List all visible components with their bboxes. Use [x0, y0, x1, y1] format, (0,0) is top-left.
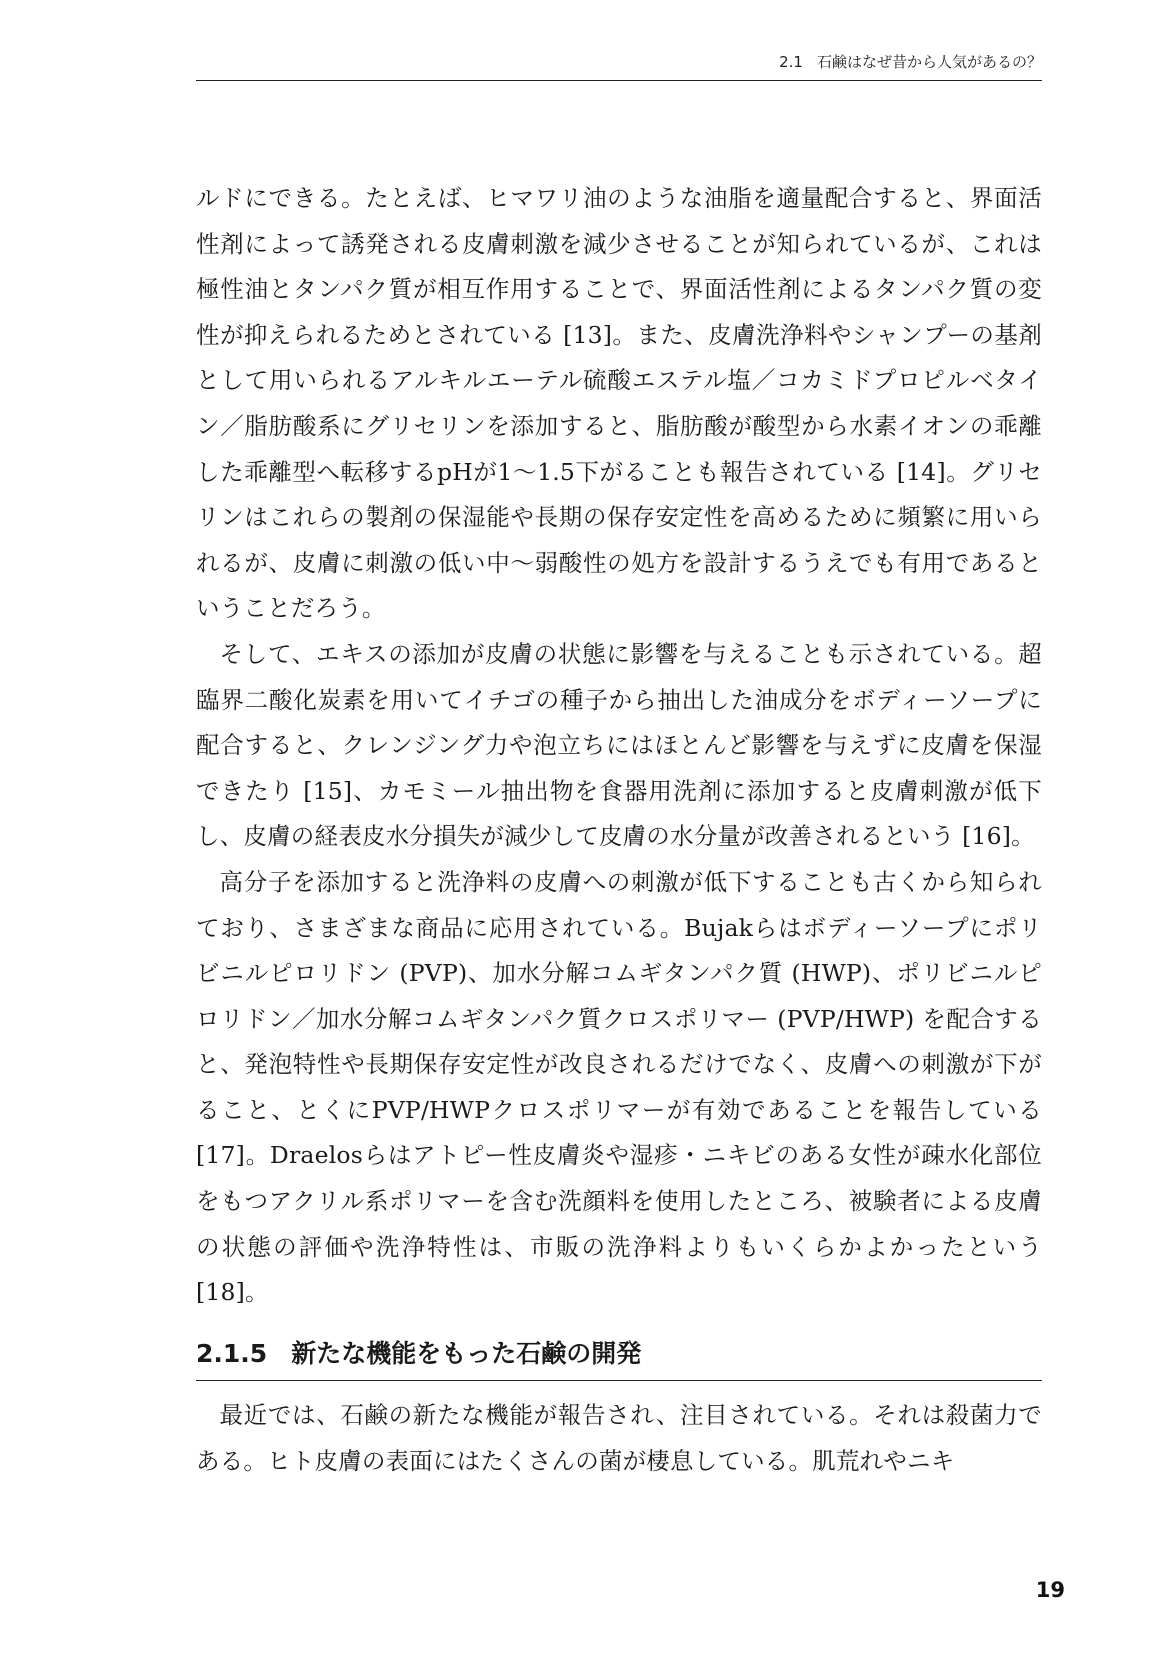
section-body — [196, 1393, 1042, 1484]
header-rule — [196, 80, 1042, 81]
body-text — [196, 176, 1042, 1316]
running-header-section-number: 2.1 — [779, 53, 803, 71]
running-header — [196, 52, 1042, 72]
paragraph: 最近では、石鹸の新たな機能が報告され、注目されている。それは殺菌力である。ヒト皮膚の表面にはたくさんの菌が棲息している。肌荒れやニキ — [196, 1401, 1042, 1475]
section-heading — [196, 1336, 1042, 1381]
paragraph: そして、エキスの添加が皮膚の状態に影響を与えることも示されている。超臨界二酸化炭素を用いてイチゴの種子から抽出した油成分をボディーソープに配合すると、クレンジング力や泡立ちにはほとんど影響を与えずに皮膚を保湿できたり [15]、カモミール抽出物を食器用洗剤に添加すると皮膚刺激が低下し、皮膚の経表皮水分損失が減少して皮膚の水分量が改善されるという [16]。 — [196, 639, 1042, 851]
running-header-title: 石鹸はなぜ昔から人気があるの？ — [816, 53, 1042, 71]
paragraph: 高分子を添加すると洗浄料の皮膚への刺激が低下することも古くから知られており、さまざまな商品に応用されている。Bujakらはボディーソープにポリビニルピロリドン (PVP)、加水分解コムギタンパク質 (HWP)、ポリビニルピロリドン／加水分解コムギタンパク質クロスポリマー (PVP/HWP) を配合すると、発泡特性や長期保存安定性が改良されるだけでなく、皮膚への刺激が下がること、とくにPVP/HWPクロスポリマーが有効であることを報告している [17]。Draelosらはアトピー性皮膚炎や湿疹・ニキビのある女性が疎水化部位をもつアクリル系ポリマーを含む洗顔料を使用したところ、被験者による皮膚の状態の評価や洗浄特性は、市販の洗浄料よりもいくらかよかったという [18]。 — [196, 867, 1042, 1307]
paragraph-continued: ルドにできる。たとえば、ヒマワリ油のような油脂を適量配合すると、界面活性剤によって誘発される皮膚刺激を減少させることが知られているが、これは極性油とタンパク質が相互作用することで、界面活性剤によるタンパク質の変性が抑えられるためとされている [13]。また、皮膚洗浄料やシャンプーの基剤として用いられるアルキルエーテル硫酸エステル塩／コカミドプロピルベタイン／脂肪酸系にグリセリンを添加すると、脂肪酸が酸型から水素イオンの乖離した乖離型へ転移するpHが1～1.5下がることも報告されている [14]。グリセリンはこれらの製剤の保湿能や長期の保存安定性を高めるために頻繁に用いられるが、皮膚に刺激の低い中～弱酸性の処方を設計するうえでも有用であるということだろう。 — [196, 184, 1042, 623]
section-number: 2.1.5 — [196, 1339, 268, 1368]
page-number: 19 — [1035, 1578, 1065, 1602]
section-title: 新たな機能をもった石鹸の開発 — [291, 1339, 642, 1368]
